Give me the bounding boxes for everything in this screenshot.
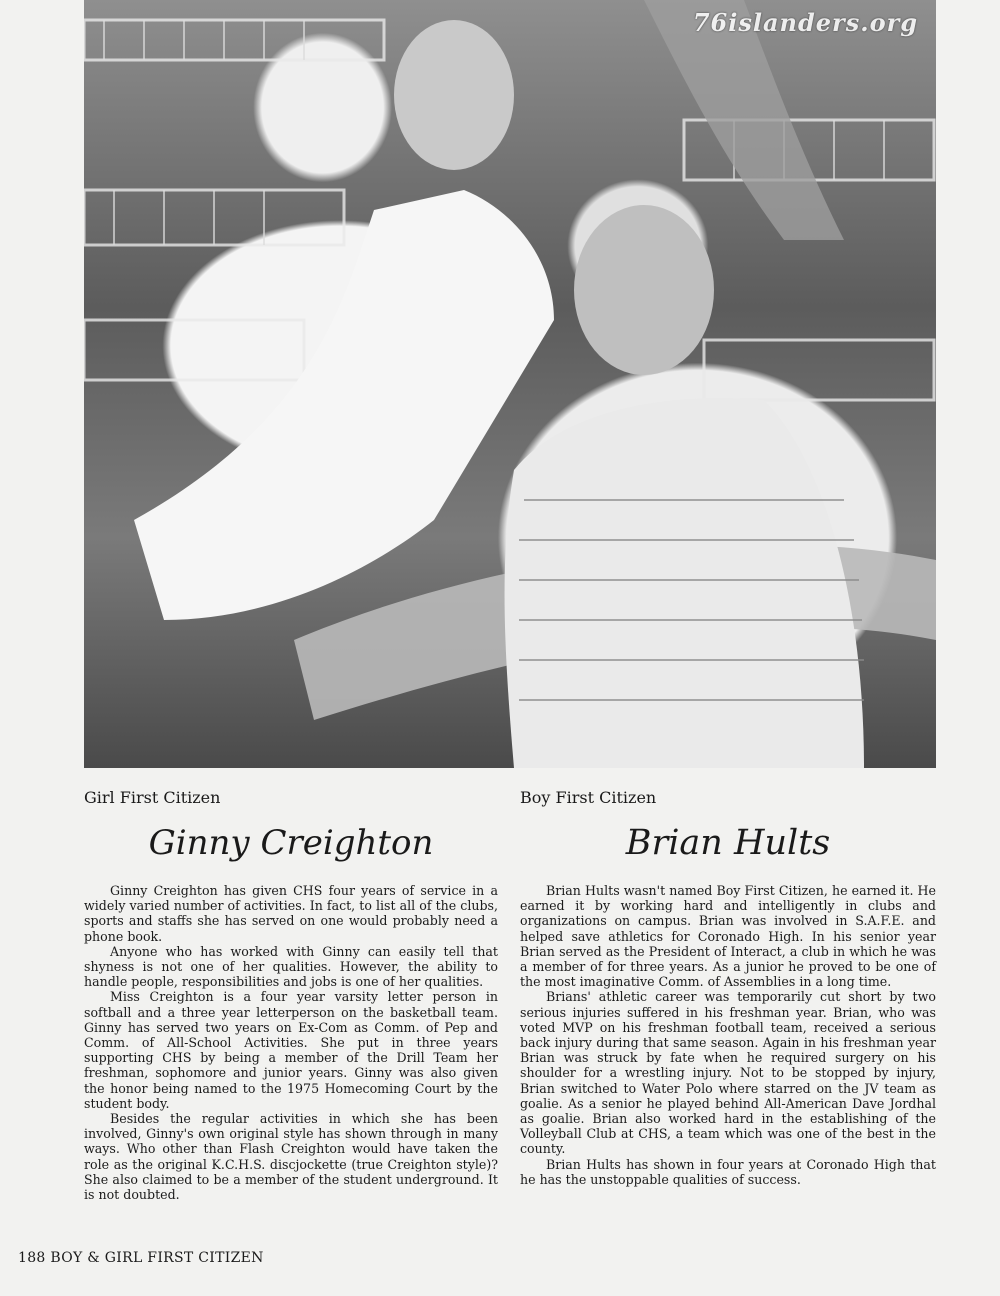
boy-citizen-column — [520, 788, 936, 1187]
portrait-photo — [84, 0, 936, 768]
bio-paragraph: Anyone who has worked with Ginny can easily tell that shyness is not one of her qualities. However, the ability to handle people, responsibilities and jobs is one of her qualities. — [84, 943, 498, 990]
boy-citizen-bio — [520, 883, 936, 1187]
girl-citizen-name: Ginny Creighton — [148, 823, 434, 863]
boy-citizen-label: Boy First Citizen — [520, 788, 657, 807]
bio-paragraph: Ginny Creighton has given CHS four years of service in a widely varied number of activities. In fact, to list all of the clubs, sports and staffs she has served on one would probably need a phone book. — [84, 883, 498, 944]
bio-paragraph: Besides the regular activities in which she has been involved, Ginny's own original style has shown through in many ways. Who other than Flash Creighton would have taken the role as the original K.C.H.S. discjockette (true Creighton style)? She also claimed to be a member of the student underground. It is not doubted. — [84, 1111, 498, 1203]
watermark-text: 76islanders.org — [692, 8, 918, 37]
photo-illustration — [84, 0, 936, 768]
girl-citizen-label: Girl First Citizen — [84, 788, 221, 807]
bio-paragraph: Miss Creighton is a four year varsity letter person in softball and a three year letterperson on the basketball team. Ginny has served two years on Ex-Com as Comm. of Pep and Comm. of All-School Activities. She put in three years supporting CHS by being a member of the Drill Team her freshman, sophomore and junior years. Ginny was also given the honor being named to the 1975 Homecoming Court by the student body. — [84, 989, 498, 1111]
bio-paragraph: Brians' athletic career was temporarily cut short by two serious injuries suffered in his freshman year. Brian, who was voted MVP on his freshman football team, received a serious back injury during that same season. Again in his freshman year Brian was struck by fate when he required surgery on his shoulder for a wrestling injury. Not to be stopped by injury, Brian switched to Water Polo where starred on the JV team as goalie. As a senior he played behind All-American Dave Jordhal as goalie. Brian also worked hard in the establishing of the Volleyball Club at CHS, a team which was one of the best in the county. — [520, 989, 936, 1157]
girl-citizen-column — [84, 788, 498, 1202]
bio-paragraph: Brian Hults wasn't named Boy First Citizen, he earned it. He earned it by working hard and intelligently in clubs and organizations on campus. Brian was involved in S.A.F.E. and helped save athletics for Coronado High. In his senior year Brian served as the President of Interact, a club in which he was a member of for three years. As a junior he proved to be one of the most imaginative Comm. of Assemblies in a long time. — [520, 883, 936, 990]
girl-citizen-bio — [84, 883, 498, 1202]
boy-citizen-name: Brian Hults — [625, 823, 831, 863]
bio-paragraph: Brian Hults has shown in four years at Coronado High that he has the unstoppable qualities of success. — [520, 1156, 936, 1187]
page-footer: 188 BOY & GIRL FIRST CITIZEN — [18, 1250, 264, 1266]
